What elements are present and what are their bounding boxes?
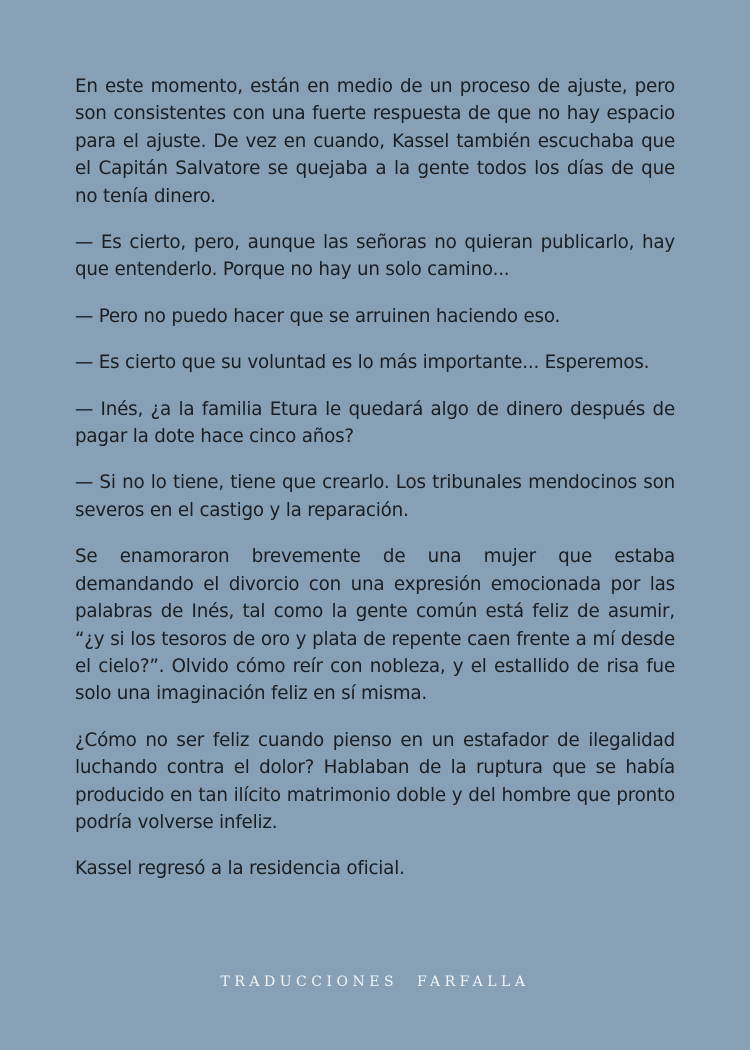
page-body xyxy=(75,73,675,902)
paragraph: Kassel regresó a la residencia oficial. xyxy=(75,858,405,880)
paragraph: — Es cierto que su voluntad es lo más importante... Esperemos. xyxy=(75,352,650,374)
paragraph: — Es cierto, pero, aunque las señoras no quieran publicarlo, hay que entenderlo. Porque no hay un solo camino... xyxy=(75,232,675,281)
paragraph: ¿Cómo no ser feliz cuando pienso en un estafador de ilegalidad luchando contra el dolor? Hablaban de la ruptura que se había producido en tan ilícito matrimonio doble y del hombre que pronto podría volverse infeliz. xyxy=(75,729,675,833)
paragraph: — Si no lo tiene, tiene que crearlo. Los tribunales mendocinos son severos en el castigo y la reparación. xyxy=(75,472,675,521)
footer-credit: TRADUCCIONES FARFALLA xyxy=(220,974,530,990)
paragraph: — Inés, ¿a la familia Etura le quedará algo de dinero después de pagar la dote hace cinco años? xyxy=(75,398,675,448)
paragraph: — Pero no puedo hacer que se arruinen haciendo eso. xyxy=(75,305,561,327)
paragraph: Se enamoraron brevemente de una mujer que estaba demandando el divorcio con una expresión emocionada por las palabras de Inés, tal como la gente común está feliz de asumir, “¿y si los tesoros de oro y plata de repente caen frente a mí desde el cielo?”. Olvido cómo reír con nobleza, y el estallido de risa fue solo una imaginación feliz en sí misma. xyxy=(75,546,675,705)
paragraph: En este momento, están en medio de un proceso de ajuste, pero son consistentes con una fuerte respuesta de que no hay espacio para el ajuste. De vez en cuando, Kassel también escuchaba que el Capitán Salvatore se quejaba a la gente todos los días de que no tenía dinero. xyxy=(75,76,675,207)
